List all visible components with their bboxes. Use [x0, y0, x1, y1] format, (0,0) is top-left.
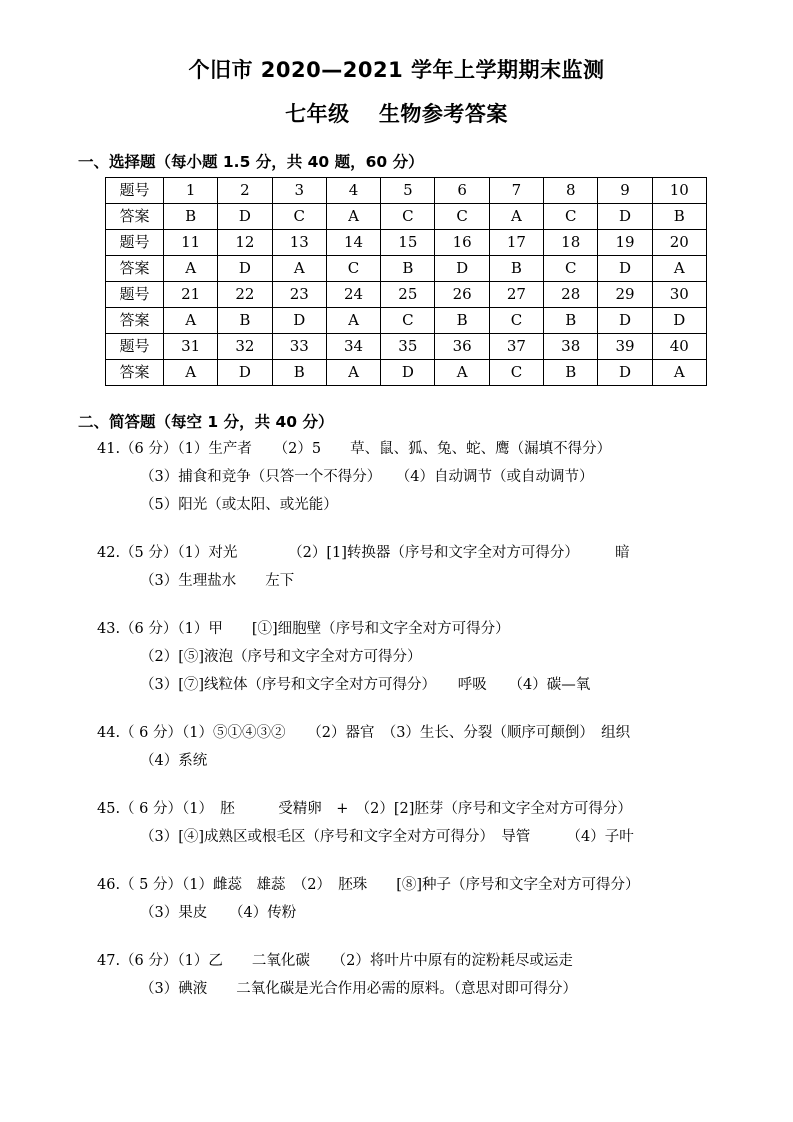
question-number-cell: 26: [435, 282, 489, 308]
answer-cell: D: [218, 360, 272, 386]
answer-cell: A: [326, 308, 380, 334]
answer-cell: B: [544, 360, 598, 386]
question-number-cell: 25: [381, 282, 435, 308]
answer-cell: D: [598, 308, 652, 334]
question-number-cell: 20: [652, 230, 706, 256]
question-number-cell: 5: [381, 178, 435, 204]
answer-cell: B: [381, 256, 435, 282]
question-number-cell: 37: [489, 334, 543, 360]
question-block-q46: [0, 871, 793, 927]
answer-cell: A: [652, 256, 706, 282]
answer-cell: C: [544, 204, 598, 230]
answer-cell: A: [164, 256, 218, 282]
answer-cell: D: [652, 308, 706, 334]
question-number-cell: 15: [381, 230, 435, 256]
question-number-cell: 11: [164, 230, 218, 256]
answer-cell: A: [164, 308, 218, 334]
row-header-question-number: 题号: [106, 334, 164, 360]
question-number-cell: 1: [164, 178, 218, 204]
question-number-cell: 13: [272, 230, 326, 256]
question-line: （2）[⑤]液泡（序号和文字全对方可得分）: [140, 649, 422, 665]
question-number-cell: 12: [218, 230, 272, 256]
question-number-cell: 31: [164, 334, 218, 360]
question-number-cell: 33: [272, 334, 326, 360]
question-number-cell: 8: [544, 178, 598, 204]
question-number-cell: 24: [326, 282, 380, 308]
row-header-answer: 答案: [106, 204, 164, 230]
document-title-line-1: 个旧市 2020—2021 学年上学期期末监测: [188, 58, 605, 82]
answer-cell: A: [435, 360, 489, 386]
table-row-answers: [106, 204, 707, 230]
answer-cell: A: [164, 360, 218, 386]
question-number-cell: 27: [489, 282, 543, 308]
question-line: 46.（ 5 分）（1）雌蕊 雄蕊 （2） 胚珠 [⑧]种子（序号和文字全对方可得分）: [97, 877, 640, 893]
question-line: （3）果皮 （4）传粉: [140, 905, 297, 921]
answer-cell: B: [652, 204, 706, 230]
answer-cell: C: [326, 256, 380, 282]
question-line: 47.（6 分）（1）乙 二氧化碳 （2）将叶片中原有的淀粉耗尽或运走: [97, 953, 573, 969]
question-line: （3）捕食和竞争（只答一个不得分） （4）自动调节（或自动调节）: [140, 469, 594, 485]
answer-cell: B: [272, 360, 326, 386]
answer-cell: D: [598, 360, 652, 386]
answer-cell: D: [381, 360, 435, 386]
question-block-q43: [0, 615, 793, 699]
question-line: （3）[④]成熟区或根毛区（序号和文字全对方可得分） 导管 （4）子叶: [140, 829, 634, 845]
answer-cell: C: [489, 360, 543, 386]
answer-cell: B: [435, 308, 489, 334]
question-number-cell: 4: [326, 178, 380, 204]
table-row-question-numbers: [106, 230, 707, 256]
question-number-cell: 19: [598, 230, 652, 256]
document-title-line-2: 七年级 生物参考答案: [285, 102, 508, 126]
answer-cell: D: [435, 256, 489, 282]
question-line: 45.（ 6 分）（1） 胚 受精卵 + （2）[2]胚芽（序号和文字全对方可得分）: [97, 801, 632, 817]
answer-cell: A: [652, 360, 706, 386]
table-row-answers: [106, 360, 707, 386]
answer-cell: D: [598, 204, 652, 230]
question-number-cell: 18: [544, 230, 598, 256]
question-line: （5）阳光（或太阳、或光能）: [140, 497, 338, 513]
question-line: （3）碘液 二氧化碳是光合作用必需的原料。（意思对即可得分）: [140, 981, 577, 997]
question-number-cell: 10: [652, 178, 706, 204]
answer-cell: B: [489, 256, 543, 282]
answer-cell: A: [326, 204, 380, 230]
question-number-cell: 23: [272, 282, 326, 308]
table-row-question-numbers: [106, 282, 707, 308]
answer-cell: B: [164, 204, 218, 230]
answer-cell: A: [489, 204, 543, 230]
row-header-question-number: 题号: [106, 178, 164, 204]
answer-cell: C: [272, 204, 326, 230]
row-header-question-number: 题号: [106, 282, 164, 308]
question-number-cell: 38: [544, 334, 598, 360]
question-number-cell: 3: [272, 178, 326, 204]
question-line: 44.（ 6 分）（1）⑤①④③② （2）器官 （3）生长、分裂（顺序可颠倒） 组织: [97, 725, 631, 741]
answer-cell: D: [598, 256, 652, 282]
answer-cell: C: [544, 256, 598, 282]
row-header-answer: 答案: [106, 308, 164, 334]
question-block-q45: [0, 795, 793, 851]
answer-cell: D: [272, 308, 326, 334]
question-line: （3）[⑦]线粒体（序号和文字全对方可得分） 呼吸 （4）碳—氧: [140, 677, 591, 693]
question-number-cell: 40: [652, 334, 706, 360]
row-header-answer: 答案: [106, 256, 164, 282]
answer-cell: C: [381, 204, 435, 230]
short-answer-questions: [0, 435, 793, 1023]
row-header-question-number: 题号: [106, 230, 164, 256]
answer-cell: D: [218, 204, 272, 230]
question-number-cell: 6: [435, 178, 489, 204]
table-row-question-numbers: [106, 178, 707, 204]
question-number-cell: 36: [435, 334, 489, 360]
document-title-block: [0, 50, 793, 134]
question-number-cell: 2: [218, 178, 272, 204]
answer-cell: D: [218, 256, 272, 282]
question-line: 42.（5 分）（1）对光 （2）[1]转换器（序号和文字全对方可得分） 暗: [97, 545, 630, 561]
table-row-answers: [106, 308, 707, 334]
question-number-cell: 17: [489, 230, 543, 256]
question-number-cell: 14: [326, 230, 380, 256]
question-number-cell: 28: [544, 282, 598, 308]
answer-cell: A: [272, 256, 326, 282]
question-number-cell: 7: [489, 178, 543, 204]
answer-key-table: [105, 177, 707, 386]
section-heading-choice: 一、选择题（每小题 1.5 分，共 40 题，60 分）: [78, 153, 424, 171]
question-number-cell: 29: [598, 282, 652, 308]
question-number-cell: 16: [435, 230, 489, 256]
question-number-cell: 30: [652, 282, 706, 308]
question-number-cell: 34: [326, 334, 380, 360]
question-line: 41.（6 分）（1）生产者 （2）5 草、鼠、狐、兔、蛇、鹰（漏填不得分）: [97, 441, 612, 457]
answer-key-table-wrapper: [105, 177, 707, 386]
table-row-answers: [106, 256, 707, 282]
section-heading-short-answer: 二、简答题（每空 1 分，共 40 分）: [78, 413, 334, 431]
answer-cell: C: [435, 204, 489, 230]
answer-cell: A: [326, 360, 380, 386]
question-number-cell: 39: [598, 334, 652, 360]
answer-cell: C: [381, 308, 435, 334]
table-row-question-numbers: [106, 334, 707, 360]
question-line: （3）生理盐水 左下: [140, 573, 295, 589]
question-number-cell: 32: [218, 334, 272, 360]
question-line: （4）系统: [140, 753, 208, 769]
question-block-q44: [0, 719, 793, 775]
question-block-q41: [0, 435, 793, 519]
question-line: 43.（6 分）（1）甲 [①]细胞壁（序号和文字全对方可得分）: [97, 621, 510, 637]
question-number-cell: 35: [381, 334, 435, 360]
question-number-cell: 9: [598, 178, 652, 204]
answer-cell: C: [489, 308, 543, 334]
question-number-cell: 21: [164, 282, 218, 308]
question-block-q47: [0, 947, 793, 1003]
answer-cell: B: [544, 308, 598, 334]
row-header-answer: 答案: [106, 360, 164, 386]
answer-cell: B: [218, 308, 272, 334]
question-block-q42: [0, 539, 793, 595]
question-number-cell: 22: [218, 282, 272, 308]
